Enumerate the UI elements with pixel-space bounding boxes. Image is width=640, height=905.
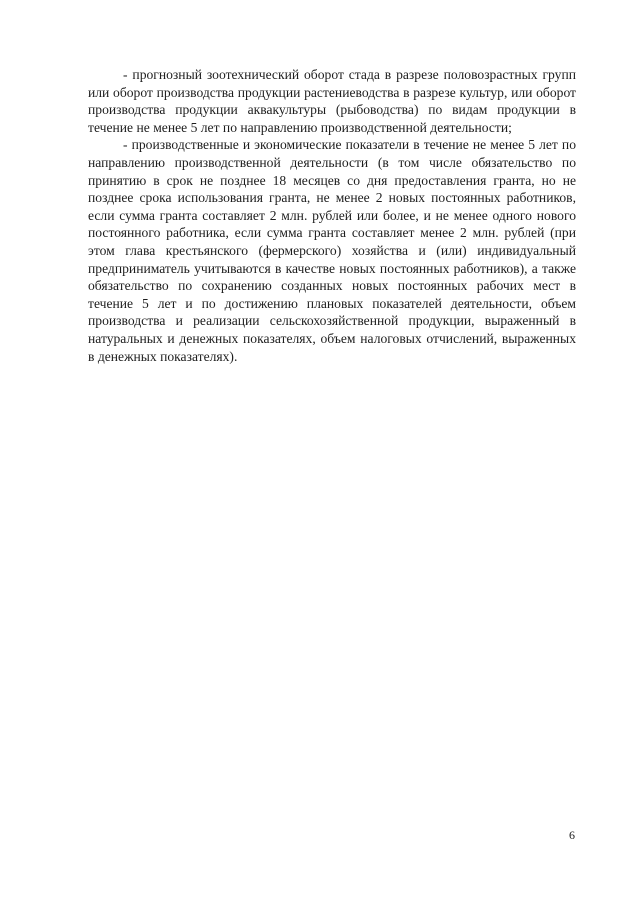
paragraph-forecast-turnover: - прогнозный зоотехнический оборот стада в разрезе половозрастных групп или оборот производства продукции растениеводства в разрезе культур, или оборот производства продукции аквакультуры (рыбоводства) по видам продукции в течение не менее 5 лет по направлению производственной деятельности; <box>88 67 576 135</box>
paragraph-production-indicators: - производственные и экономические показатели в течение не менее 5 лет по направлению производственной деятельности (в том числе обязательство по принятию в срок не позднее 18 месяцев со дня предоставления гранта, но не позднее срока использования гранта, не менее 2 новых постоянных работников, если сумма гранта составляет 2 млн. рублей или более, и не менее одного нового постоянного работника, если сумма гранта составляет менее 2 млн. рублей (при этом глава крестьянского (фермерского) хозяйства и (или) индивидуальный предприниматель учитываются в качестве новых постоянных работников), а также обязательство по сохранению созданных новых постоянных рабочих мест в течение 5 лет и по достижению плановых показателей деятельности, объем производства и реализации сельскохозяйственной продукции, выраженный в натуральных и денежных показателях, объем налоговых отчислений, выраженных в денежных показателях). <box>88 137 576 364</box>
page-number: 6 <box>569 828 575 842</box>
body-text <box>88 66 576 365</box>
